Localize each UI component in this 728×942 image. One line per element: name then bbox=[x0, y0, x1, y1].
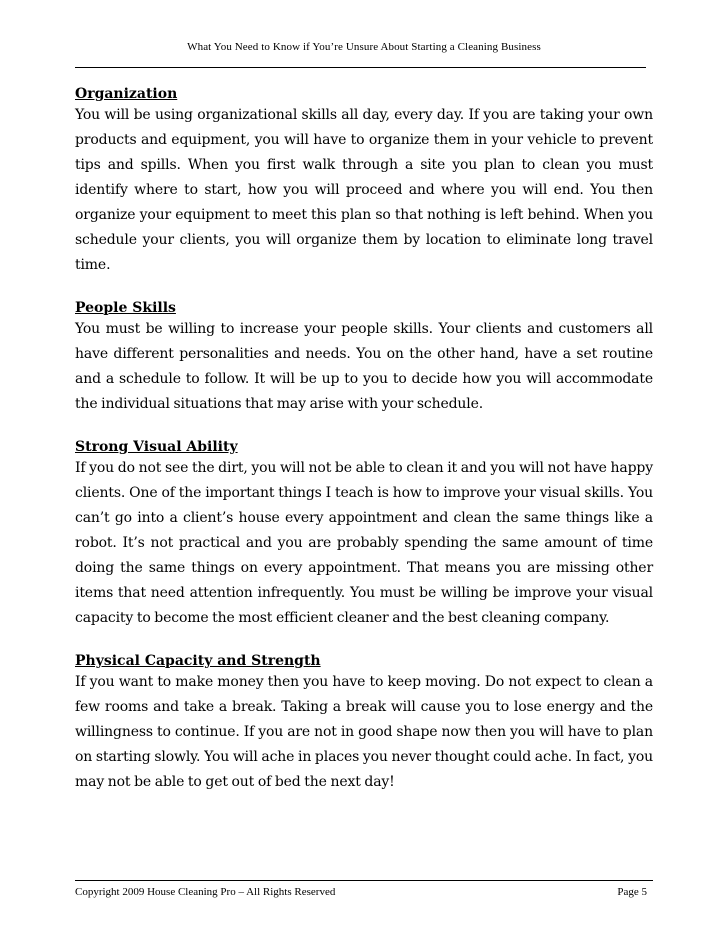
section-physical-capacity bbox=[75, 652, 653, 795]
page-footer bbox=[75, 886, 647, 898]
section-heading: Strong Visual Ability bbox=[75, 439, 238, 455]
section-body: If you want to make money then you have to keep moving. Do not expect to clean a few rooms and take a break. Taking a break will cause you to lose energy and the willingness to continue. If you are not in good shape now then you will have to plan on starting slowly. You will ache in places you never thought could ache. In fact, you may not be able to get out of bed the next day! bbox=[75, 674, 653, 790]
section-strong-visual-ability bbox=[75, 438, 653, 631]
section-body: You must be willing to increase your people skills. Your clients and customers all have different personalities and needs. You on the other hand, have a set routine and a schedule to follow. It will be up to you to decide how you will accommodate the individual situations that may arise with your schedule. bbox=[75, 321, 653, 412]
page-number: Page 5 bbox=[617, 886, 647, 898]
section-heading: Organization bbox=[75, 86, 178, 102]
section-heading: People Skills bbox=[75, 300, 176, 316]
footer-rule bbox=[75, 880, 653, 881]
page-content bbox=[75, 85, 653, 816]
running-header: What You Need to Know if You’re Unsure About Starting a Cleaning Business bbox=[187, 41, 541, 53]
section-body: You will be using organizational skills all day, every day. If you are taking your own products and equipment, you will have to organize them in your vehicle to prevent tips and spills. When you first walk through a site you plan to clean you must identify where to start, how you will proceed and where you will end. You then organize your equipment to meet this plan so that nothing is left behind. When you schedule your clients, you will organize them by location to eliminate long travel time. bbox=[75, 107, 653, 273]
footer-copyright: Copyright 2009 House Cleaning Pro – All Rights Reserved bbox=[75, 886, 336, 898]
section-heading: Physical Capacity and Strength bbox=[75, 653, 321, 669]
section-people-skills bbox=[75, 299, 653, 417]
section-body: If you do not see the dirt, you will not be able to clean it and you will not have happy clients. One of the important things I teach is how to improve your visual skills. You can’t go into a client’s house every appointment and clean the same things like a robot. It’s not practical and you are probably spending the same amount of time doing the same things on every appointment. That means you are missing other items that need attention infrequently. You must be willing be improve your visual capacity to become the most efficient cleaner and the best cleaning company. bbox=[75, 460, 653, 626]
header-rule bbox=[75, 67, 646, 68]
section-organization bbox=[75, 85, 653, 278]
